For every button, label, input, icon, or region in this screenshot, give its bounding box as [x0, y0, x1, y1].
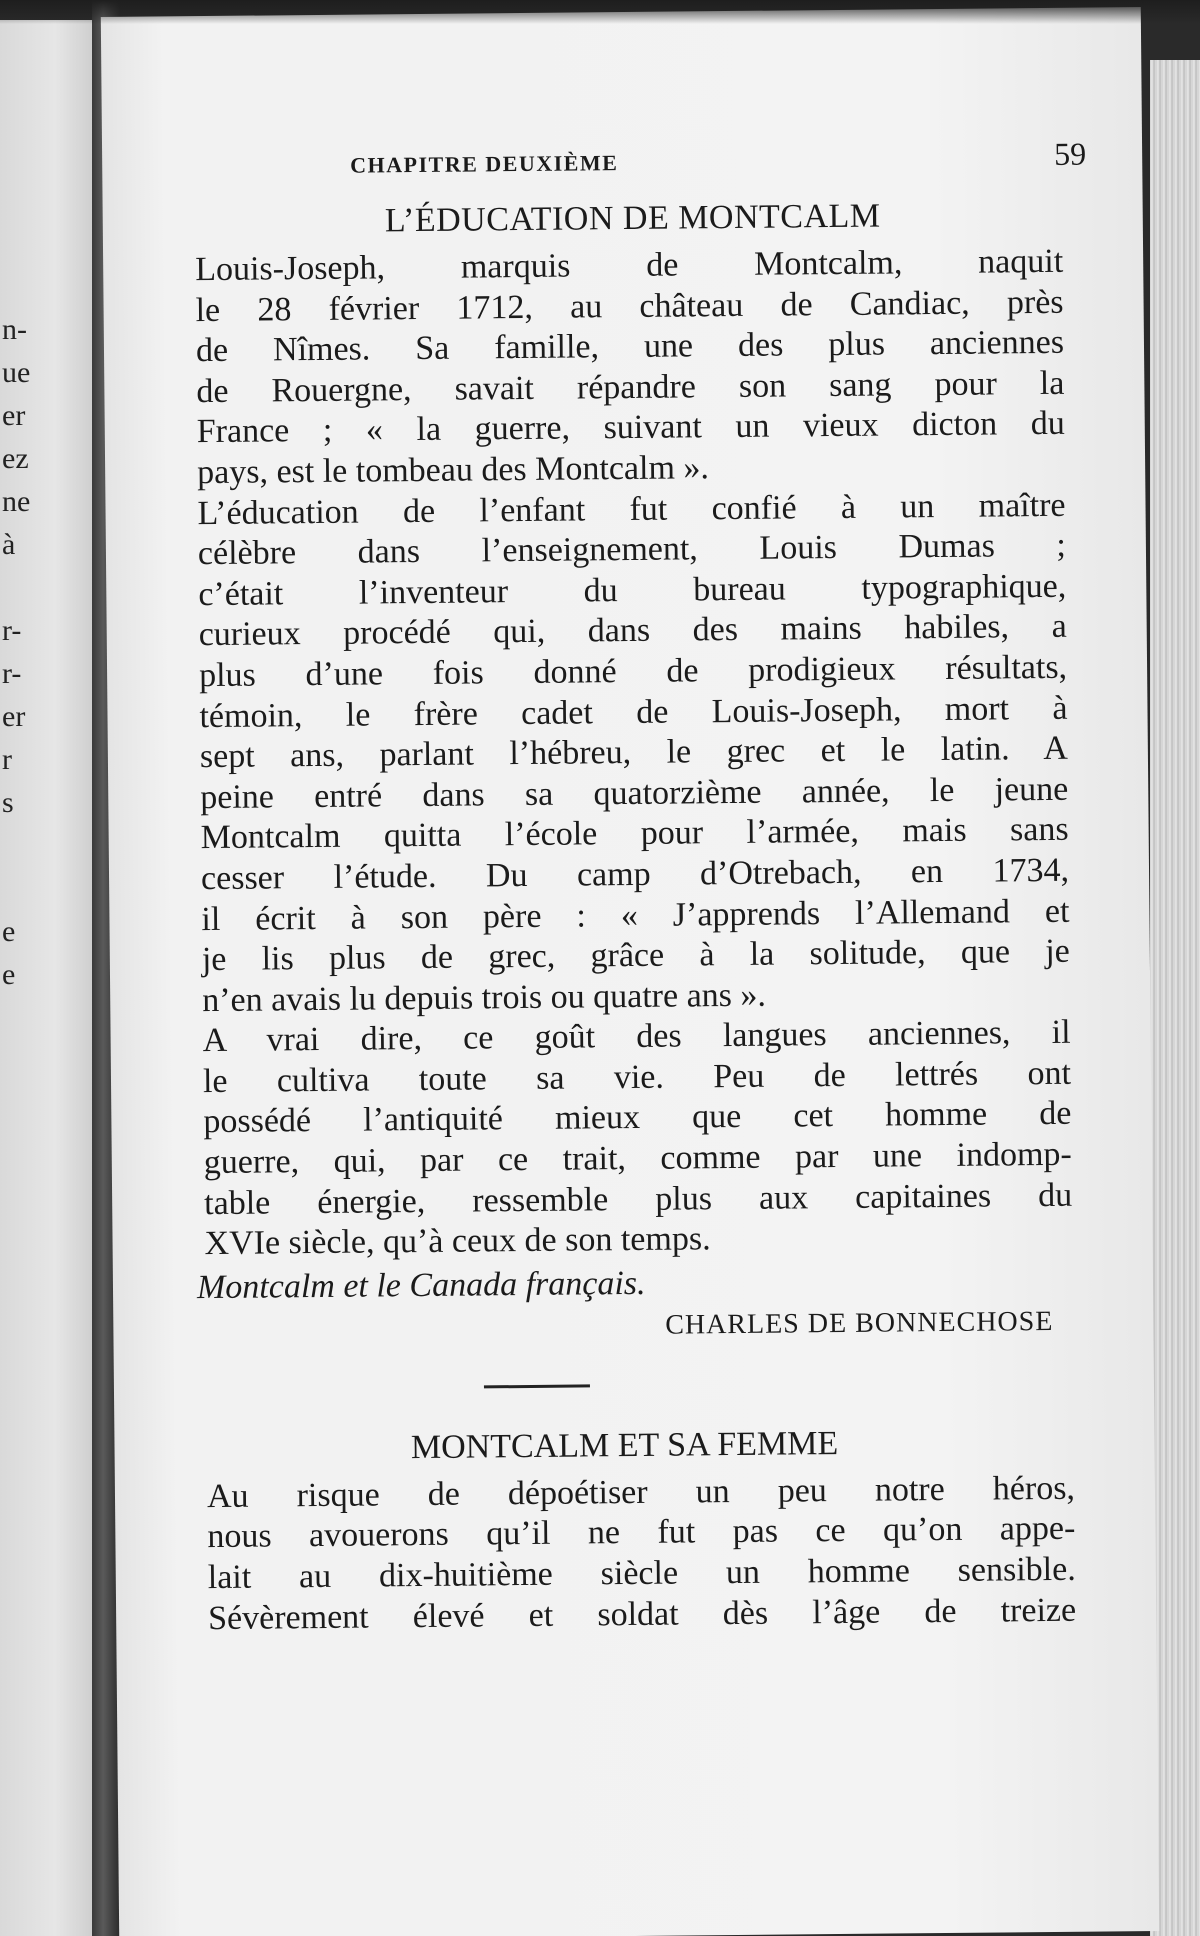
running-head: [162, 135, 1087, 185]
text-line: plus d’une fois donné de prodigieux résultats,: [198, 648, 1068, 695]
text-line: témoin, le frère cadet de Louis-Joseph, mort à: [199, 689, 1068, 735]
fragment: ez: [2, 442, 29, 475]
text-line: peine entré dans sa quatorzième année, le jeune: [200, 770, 1069, 816]
fragment: r-: [2, 614, 22, 647]
text-line: de Nîmes. Sa famille, une des plus anciennes: [195, 323, 1065, 370]
fragment: s: [2, 786, 14, 819]
fragment: e: [2, 915, 16, 948]
paragraph-1: [163, 242, 1065, 494]
fragment: [2, 824, 42, 867]
text-line: Au risque de dépoétiser un peu notre héros,: [206, 1469, 1076, 1515]
page-number: 59: [1053, 135, 1087, 172]
right-page: [101, 7, 1159, 1936]
paragraph-3: [170, 1013, 1072, 1265]
text-line: célèbre dans l’enseignement, Louis Dumas ;: [197, 526, 1067, 573]
text-line: possédé l’antiquité mieux que cet homme de: [203, 1095, 1072, 1141]
text-line: table énergie, ressemble plus aux capitaines du: [204, 1176, 1073, 1222]
text-line: lait au dix-huitième siècle un homme sensible.: [207, 1550, 1076, 1597]
section-divider: [484, 1384, 590, 1388]
source-citation: Montcalm et le Canada français.: [196, 1264, 646, 1307]
text-line: le cultiva toute sa vie. Peu de lettrés ont: [202, 1054, 1072, 1100]
page-content: [162, 135, 1087, 1640]
text-line: L’éducation de l’enfant fut confié à un maître: [197, 486, 1066, 532]
section-title: L’ÉDUCATION DE MONTCALM: [384, 197, 881, 240]
paragraph-2: [165, 485, 1070, 1021]
text-line: Montcalm quitta l’école pour l’armée, mais sans: [200, 811, 1069, 857]
text-line: France ; « la guerre, suivant un vieux dicton du: [196, 405, 1065, 451]
text-line: nous avouerons qu’il ne fut pas ce qu’on appe-: [207, 1510, 1076, 1556]
text-line: n’en avais lu depuis trois ou quatre ans ».: [202, 976, 767, 1019]
chapter-heading: CHAPITRE DEUXIÈME: [350, 150, 619, 178]
text-line: pays, est le tombeau des Montcalm ».: [196, 449, 710, 492]
text-line: je lis plus de grec, grâce à la solitude, que je: [201, 932, 1070, 979]
text-line: Sévèrement élevé et soldat dès l’âge de treize: [207, 1591, 1077, 1637]
text-line: le 28 février 1712, au château de Candiac, près: [195, 283, 1064, 329]
fragment: [2, 867, 42, 910]
text-line: XVIe siècle, qu’à ceux de son temps.: [204, 1220, 711, 1263]
fragment: er: [2, 399, 26, 432]
text-line: c’était l’inventeur du bureau typographique,: [198, 567, 1067, 613]
left-page-edge: [0, 20, 92, 1936]
fragment: r-: [2, 657, 22, 690]
author-name: CHARLES DE BONNECHOSE: [665, 1305, 1054, 1341]
fragment: [2, 566, 42, 609]
text-line: curieux procédé qui, dans des mains habiles, a: [198, 608, 1067, 654]
text-line: guerre, qui, par ce trait, comme par une indomp-: [203, 1135, 1072, 1182]
fragment: à: [2, 528, 16, 561]
fragment: e: [2, 958, 16, 991]
text-line: sept ans, parlant l’hébreu, le grec et le latin. A: [199, 729, 1069, 776]
text-line: de Rouergne, savait répandre son sang pour la: [196, 364, 1065, 410]
section-title: MONTCALM ET SA FEMME: [410, 1424, 839, 1466]
text-line: il écrit à son père : « J’apprends l’Allemand et: [201, 892, 1070, 938]
top-shadow: [0, 0, 1200, 24]
paragraph-4: [175, 1469, 1077, 1640]
fragment: er: [2, 700, 26, 733]
fragment: ne: [2, 485, 31, 518]
fragment: ue: [2, 356, 31, 389]
text-line: Louis-Joseph, marquis de Montcalm, naquit: [195, 242, 1064, 289]
page-edges: [1150, 60, 1200, 1936]
text-line: cesser l’étude. Du camp d’Otrebach, en 1734,: [200, 851, 1070, 898]
left-page-text-fragments: [2, 308, 42, 996]
fragment: r: [2, 743, 12, 776]
fragment: n-: [2, 313, 27, 346]
text-line: A vrai dire, ce goût des langues anciennes, il: [202, 1014, 1071, 1060]
